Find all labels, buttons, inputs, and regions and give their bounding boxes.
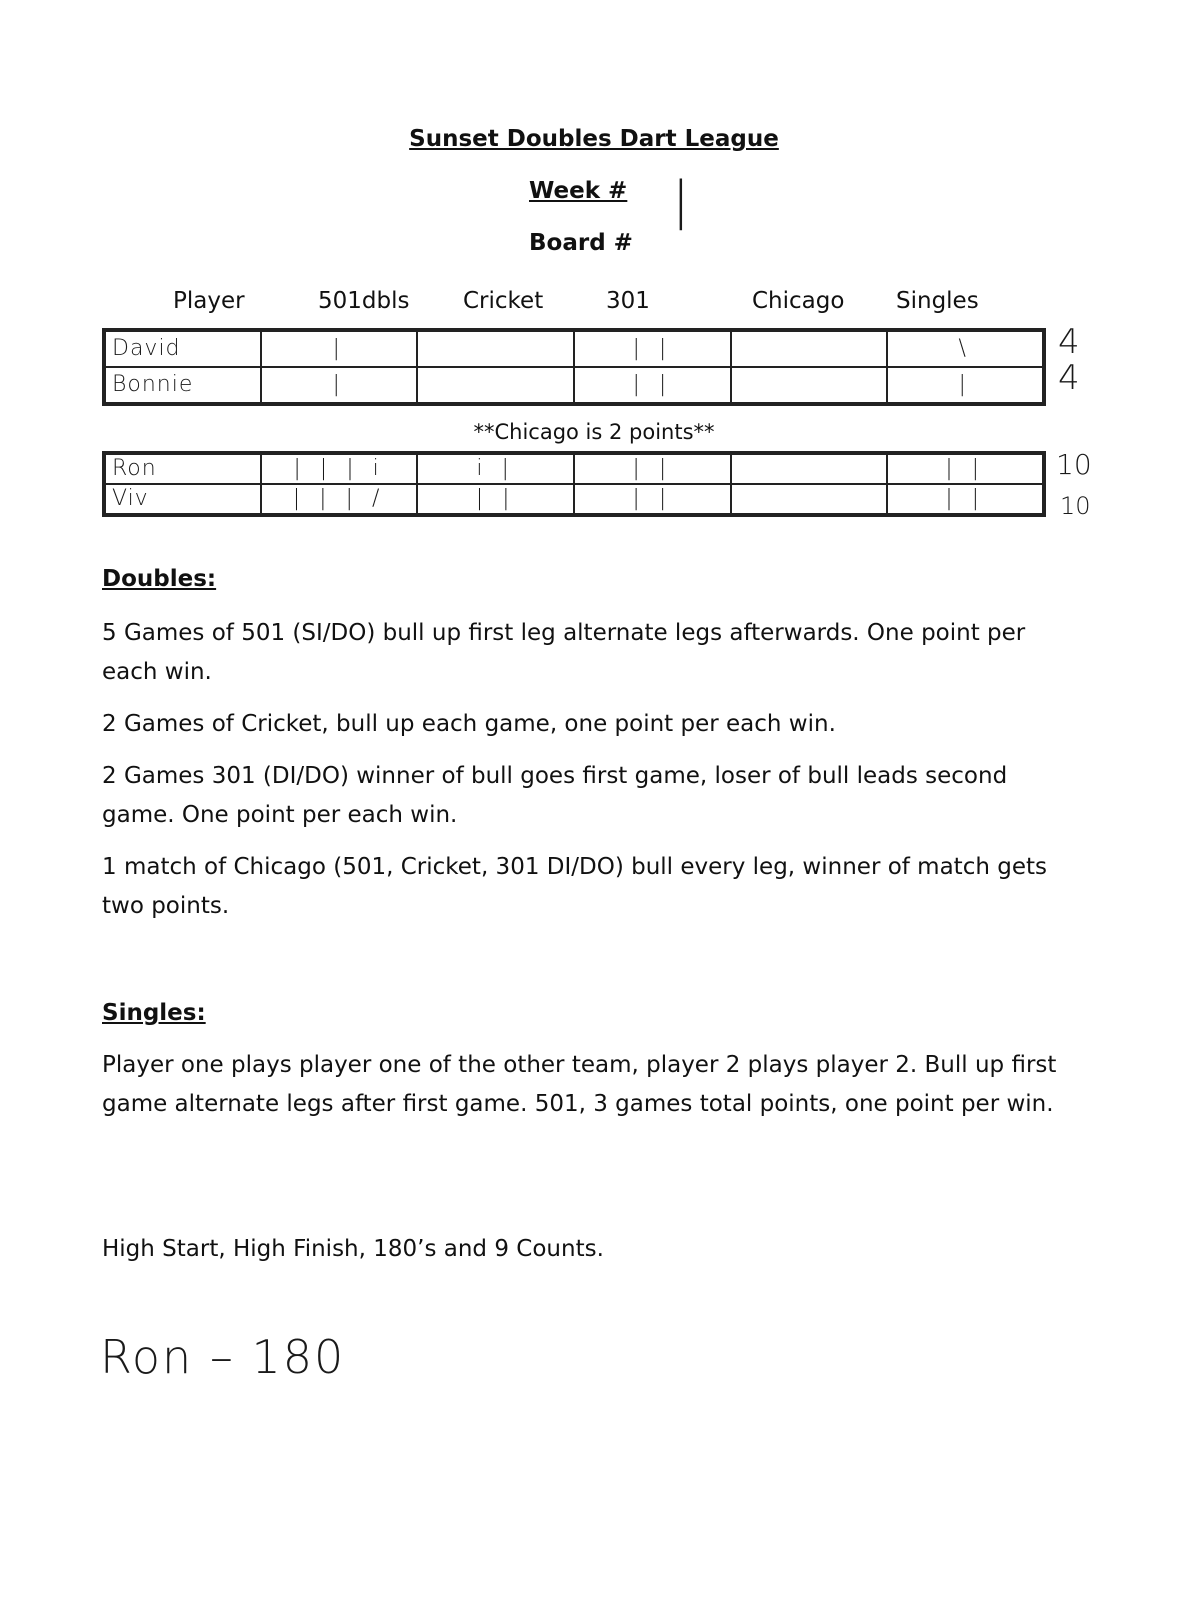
team1-total-player2: 4 <box>1058 358 1080 398</box>
score-301: | | <box>574 367 731 403</box>
team1-scorebox <box>102 328 1046 406</box>
col-player: Player <box>173 288 245 314</box>
score-301: | | <box>574 331 731 367</box>
handwritten-note: Ron – 180 <box>100 1330 346 1384</box>
team1-total-player1: 4 <box>1058 322 1080 362</box>
week-value: | <box>672 171 690 231</box>
score-chicago <box>731 454 888 484</box>
col-501dbls: 501dbls <box>318 288 410 314</box>
score-chicago <box>731 331 888 367</box>
doubles-heading: Doubles: <box>102 566 217 592</box>
doubles-rule-cricket: 2 Games of Cricket, bull up each game, one point per each win. <box>102 711 836 737</box>
singles-heading: Singles: <box>102 1000 206 1026</box>
col-singles: Singles <box>896 288 979 314</box>
score-cricket <box>417 367 574 403</box>
board-label: Board # <box>529 230 633 256</box>
score-501dbls: | <box>261 331 418 367</box>
score-singles: | | <box>887 454 1043 484</box>
col-cricket: Cricket <box>463 288 544 314</box>
table-row <box>105 454 1043 484</box>
score-501dbls: | | | i <box>261 454 418 484</box>
col-301: 301 <box>606 288 650 314</box>
score-301: | | <box>574 454 731 484</box>
player-name: David <box>105 331 261 367</box>
player-name: Ron <box>105 454 261 484</box>
score-cricket <box>417 331 574 367</box>
doubles-rule-chicago: 1 match of Chicago (501, Cricket, 301 DI/DO) bull every leg, winner of match gets two points. <box>102 854 1047 919</box>
week-label: Week # <box>529 178 628 204</box>
score-singles: | <box>887 367 1043 403</box>
doubles-rule-301: 2 Games 301 (DI/DO) winner of bull goes first game, loser of bull leads second game. One point per each win. <box>102 763 1008 828</box>
team2-scorebox <box>102 451 1046 517</box>
player-name: Bonnie <box>105 367 261 403</box>
score-singles: | | <box>887 484 1043 514</box>
score-singles: \ <box>887 331 1043 367</box>
extras-line: High Start, High Finish, 180’s and 9 Counts. <box>102 1236 604 1262</box>
chicago-note: **Chicago is 2 points** <box>473 420 715 444</box>
doubles-rule-501: 5 Games of 501 (SI/DO) bull up first leg alternate legs afterwards. One point per each win. <box>102 620 1026 685</box>
score-chicago <box>731 484 888 514</box>
score-301: | | <box>574 484 731 514</box>
score-chicago <box>731 367 888 403</box>
team2-total-player2: 10 <box>1060 492 1091 520</box>
score-cricket: | | <box>417 484 574 514</box>
table-row <box>105 331 1043 367</box>
player-name: Viv <box>105 484 261 514</box>
table-row <box>105 367 1043 403</box>
league-title: Sunset Doubles Dart League <box>409 126 779 152</box>
singles-rule: Player one plays player one of the other team, player 2 plays player 2. Bull up first game alternate legs after first game. 501, 3 games total points, one point per win. <box>102 1052 1057 1117</box>
table-row <box>105 484 1043 514</box>
team2-total-player1: 10 <box>1056 448 1092 481</box>
col-chicago: Chicago <box>752 288 845 314</box>
score-501dbls: | <box>261 367 418 403</box>
score-501dbls: | | | / <box>261 484 418 514</box>
score-cricket: i | <box>417 454 574 484</box>
